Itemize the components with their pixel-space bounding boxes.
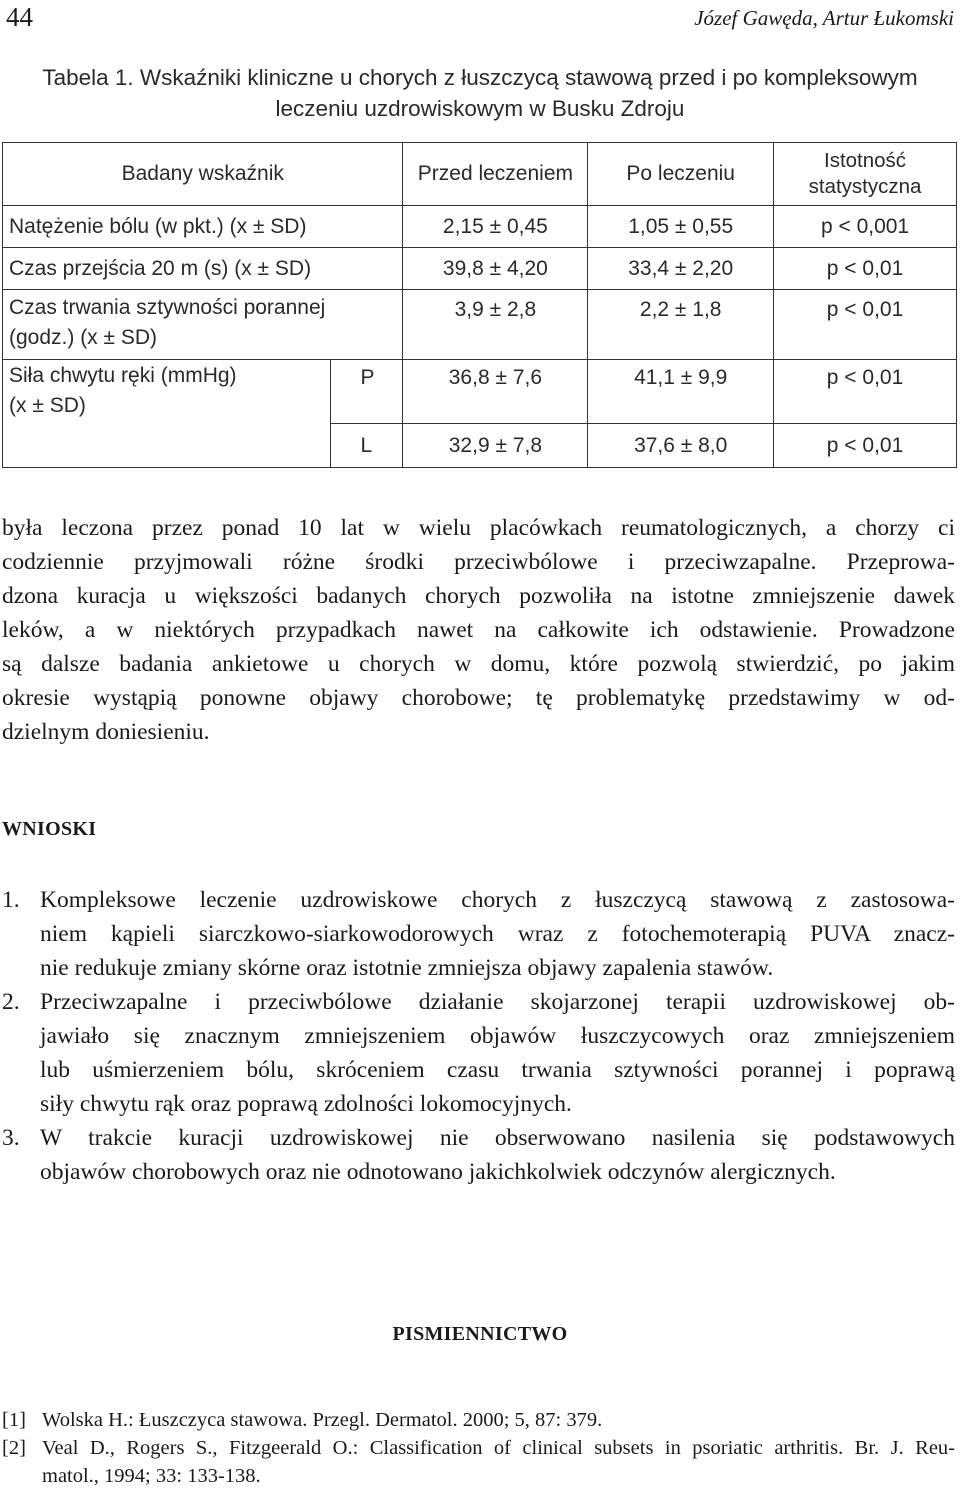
row-label — [3, 290, 403, 360]
header-indicator: Badany wskaźnik — [3, 143, 403, 206]
conclusion-number: 1. — [2, 887, 20, 913]
row-label: Natężenie bólu (w pkt.) (x ± SD) — [3, 206, 403, 248]
cell-side: L — [330, 424, 403, 468]
text-line: lub uśmierzeniem bólu, skróceniem czasu trwania sztywności porannej i poprawą — [40, 1057, 955, 1083]
row-label-line-1: Czas trwania sztywności porannej — [9, 296, 326, 319]
row-label: Czas przejścia 20 m (s) (x ± SD) — [3, 248, 403, 290]
text-line: Wolska H.: Łuszczyca stawowa. Przegl. Dermatol. 2000; 5, 87: 379. — [42, 1409, 603, 1431]
text-line: W trakcie kuracji uzdrowiskowej nie obserwowano nasilenia się podstawowych — [40, 1125, 955, 1151]
cell-before: 36,8 ± 7,6 — [403, 360, 588, 424]
cell-after: 37,6 ± 8,0 — [588, 424, 774, 468]
cell-after: 41,1 ± 9,9 — [588, 360, 774, 424]
text-line: objawów chorobowych oraz nie odnotowano jakichkolwiek odczynów alergicznych. — [40, 1159, 836, 1185]
conclusion-item — [2, 985, 955, 1121]
cell-after: 33,4 ± 2,20 — [588, 248, 774, 290]
cell-significance: p < 0,001 — [774, 206, 957, 248]
text-line: dzielnym doniesieniu. — [2, 719, 210, 745]
text-line: siły chwytu rąk oraz poprawą zdolności lokomocyjnych. — [40, 1091, 572, 1117]
reference-item — [2, 1406, 955, 1434]
text-line: okresie wystąpią ponowne objawy chorobowe; tę problematykę przedstawimy w od- — [2, 685, 955, 711]
text-line: matol., 1994; 33: 133-138. — [42, 1465, 261, 1487]
conclusions-heading: WNIOSKI — [2, 818, 97, 840]
header-before-treatment: Przed leczeniem — [403, 143, 588, 206]
cell-after: 1,05 ± 0,55 — [588, 206, 774, 248]
text-line: leków, a w niektórych przypadkach nawet na całkowite ich odstawienie. Prowadzone — [2, 617, 955, 643]
table-row — [3, 206, 957, 248]
reference-item — [2, 1434, 955, 1490]
body-paragraph — [2, 511, 955, 749]
header-after-treatment: Po leczeniu — [588, 143, 774, 206]
text-line: dzona kuracja u większości badanych chorych pozwoliła na istotne zmniejszenie dawek — [2, 583, 955, 609]
cell-significance: p < 0,01 — [774, 248, 957, 290]
row-label-line-1: Siła chwytu ręki (mmHg) — [9, 364, 237, 387]
table-row — [3, 360, 957, 424]
table-header-row — [3, 143, 957, 206]
clinical-indicators-table — [2, 142, 957, 468]
references-heading: PISMIENNICTWO — [392, 1323, 568, 1345]
row-label-line-2: (x ± SD) — [9, 394, 86, 417]
header-significance-line-1: Istotność — [824, 149, 907, 172]
row-label — [3, 360, 331, 468]
table-caption: Tabela 1. Wskaźniki kliniczne u chorych z łuszczycą stawową przed i po kompleksowym — [42, 65, 918, 90]
text-line: Veal D., Rogers S., Fitzgeerald O.: Classification of clinical subsets in psoriatic arthritis. Br. J. Reu- — [42, 1437, 955, 1459]
text-line: była leczona przez ponad 10 lat w wielu placówkach reumatologicznych, a chorzy ci — [2, 515, 955, 541]
cell-before: 39,8 ± 4,20 — [403, 248, 588, 290]
page-number: 44 — [6, 2, 33, 32]
table-row — [3, 290, 957, 360]
text-line: są dalsze badania ankietowe u chorych w domu, które pozwolą stwierdzić, po jakim — [2, 651, 955, 677]
header-significance — [774, 143, 957, 206]
text-line: nie redukuje zmiany skórne oraz istotnie zmniejsza objawy zapalenia stawów. — [40, 955, 774, 981]
cell-significance: p < 0,01 — [774, 360, 957, 424]
text-line: codziennie przyjmowali różne środki przeciwbólowe i przeciwzapalne. Przeprowa- — [2, 549, 955, 575]
cell-side: P — [330, 360, 403, 424]
cell-significance: p < 0,01 — [774, 424, 957, 468]
text-line: Kompleksowe leczenie uzdrowiskowe chorych z łuszczycą stawową z zastosowa- — [40, 887, 955, 913]
conclusion-item — [2, 883, 955, 985]
cell-before: 2,15 ± 0,45 — [403, 206, 588, 248]
running-head: Józef Gawęda, Artur Łukomski — [694, 6, 954, 30]
cell-after: 2,2 ± 1,8 — [588, 290, 774, 360]
cell-significance: p < 0,01 — [774, 290, 957, 360]
reference-number: [2] — [2, 1437, 26, 1459]
table-row — [3, 248, 957, 290]
cell-before: 32,9 ± 7,8 — [403, 424, 588, 468]
header-significance-line-2: statystyczna — [808, 175, 922, 198]
row-label-line-2: (godz.) (x ± SD) — [9, 326, 158, 349]
cell-before: 3,9 ± 2,8 — [403, 290, 588, 360]
text-line: Przeciwzapalne i przeciwbólowe działanie skojarzonej terapii uzdrowiskowej ob- — [40, 989, 955, 1015]
table-caption-continued: leczeniu uzdrowiskowym w Busku Zdroju — [275, 96, 685, 121]
conclusion-item — [2, 1121, 955, 1189]
text-line: niem kąpieli siarczkowo-siarkowodorowych wraz z fotochemoterapią PUVA znacz- — [40, 921, 955, 947]
reference-number: [1] — [2, 1409, 26, 1431]
conclusion-number: 2. — [2, 989, 20, 1015]
conclusion-number: 3. — [2, 1125, 20, 1151]
text-line: jawiało się znacznym zmniejszeniem objawów łuszczycowych oraz zmniejszeniem — [40, 1023, 955, 1049]
